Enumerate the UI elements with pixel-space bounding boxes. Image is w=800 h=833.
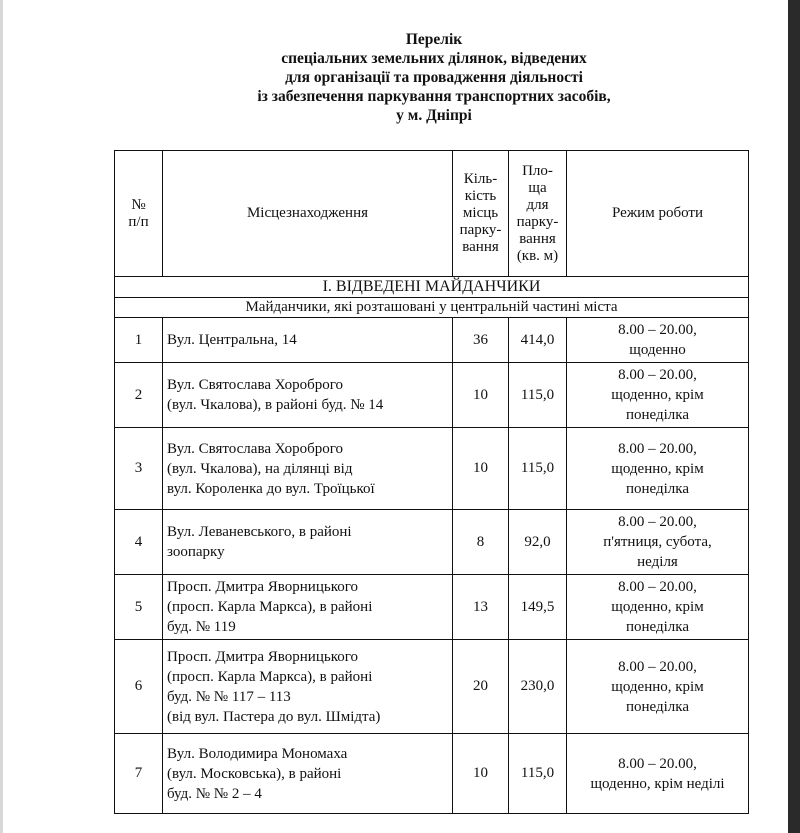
parking-table [114, 150, 749, 814]
title-line: Перелік [405, 31, 463, 48]
location-line: (від вул. Пастера до вул. Шмідта) [167, 708, 381, 725]
mode-line: 8.00 – 20.00, [618, 755, 697, 772]
col-header-num: № п/п [115, 151, 163, 277]
page-edge-right [788, 0, 800, 833]
row-number: 6 [115, 640, 163, 734]
col-header-mode: Режим роботи [567, 151, 749, 277]
row-location [163, 428, 453, 510]
mode-line: щоденно, крім [611, 599, 704, 615]
mode-line: 8.00 – 20.00, [618, 440, 697, 457]
location-line: (вул. Московська), в районі [167, 765, 342, 782]
mode-line: щоденно, крім [611, 678, 704, 695]
row-location [163, 734, 453, 814]
location-line: буд. № № 117 – 113 [167, 688, 291, 705]
mode-line: понеділка [625, 698, 690, 715]
mode-line: 8.00 – 20.00, [618, 658, 697, 675]
location-line: Вул. Центральна, 14 [167, 332, 297, 348]
section-title: I. ВІДВЕДЕНІ МАЙДАНЧИКИ [115, 277, 749, 298]
row-area: 230,0 [509, 640, 567, 734]
mode-line: щоденно, крім неділі [590, 775, 725, 792]
row-count: 20 [453, 640, 509, 734]
row-count: 36 [453, 318, 509, 363]
row-count: 13 [453, 575, 509, 640]
title-line: для організації та провадження діяльності [285, 69, 583, 86]
row-mode [567, 640, 749, 734]
row-count: 10 [453, 363, 509, 428]
mode-line: 8.00 – 20.00, [618, 514, 697, 530]
location-line: Просп. Дмитра Яворницького [167, 648, 359, 665]
subsection-title: Майданчики, які розташовані у центральній частині міста [115, 298, 749, 318]
mode-line: щоденно, крім [611, 387, 704, 403]
row-number: 2 [115, 363, 163, 428]
row-area: 115,0 [509, 428, 567, 510]
table-row [115, 428, 749, 510]
row-mode [567, 734, 749, 814]
location-line: Вул. Святослава Хороброго [167, 377, 344, 393]
title-line: спеціальних земельних ділянок, відведених [281, 50, 587, 67]
location-line: Вул. Леваневського, в районі [167, 524, 352, 540]
row-area: 414,0 [509, 318, 567, 363]
row-mode [567, 318, 749, 363]
mode-line: понеділка [625, 407, 690, 423]
row-number: 7 [115, 734, 163, 814]
location-line: буд. № № 2 – 4 [167, 785, 262, 802]
row-count: 10 [453, 428, 509, 510]
col-header-area: Пло- ща для парку- вання (кв. м) [509, 151, 567, 277]
row-area: 115,0 [509, 734, 567, 814]
table-row [115, 363, 749, 428]
table-header-row [115, 151, 749, 277]
row-mode [567, 428, 749, 510]
title-line: у м. Дніпрі [396, 107, 472, 124]
table-row [115, 734, 749, 814]
mode-line: неділя [637, 554, 678, 570]
mode-line: 8.00 – 20.00, [618, 367, 697, 383]
location-line: зоопарку [167, 544, 225, 560]
row-area: 92,0 [509, 510, 567, 575]
location-line: Просп. Дмитра Яворницького [167, 579, 359, 595]
row-area: 149,5 [509, 575, 567, 640]
subsection-row [115, 298, 749, 318]
mode-line: щоденно, крім [611, 460, 704, 477]
mode-line: 8.00 – 20.00, [618, 579, 697, 595]
table-row [115, 318, 749, 363]
location-line: буд. № 119 [167, 619, 236, 635]
row-location [163, 640, 453, 734]
location-line: (просп. Карла Маркса), в районі [167, 668, 373, 685]
row-mode [567, 510, 749, 575]
row-area: 115,0 [509, 363, 567, 428]
location-line: Вул. Святослава Хороброго [167, 440, 344, 457]
row-location [163, 510, 453, 575]
mode-line: понеділка [625, 619, 690, 635]
col-header-count: Кіль- кість місць парку- вання [453, 151, 509, 277]
location-line: (вул. Чкалова), в районі буд. № 14 [167, 397, 384, 413]
row-location [163, 363, 453, 428]
mode-line: п'ятниця, субота, [603, 534, 712, 550]
location-line: Вул. Володимира Мономаха [167, 745, 348, 762]
table-row [115, 510, 749, 575]
row-mode [567, 575, 749, 640]
col-header-location: Місцезнаходження [163, 151, 453, 277]
location-line: вул. Короленка до вул. Троїцької [167, 480, 375, 497]
row-location [163, 575, 453, 640]
row-number: 3 [115, 428, 163, 510]
row-count: 10 [453, 734, 509, 814]
page-edge-left [0, 0, 3, 833]
row-number: 1 [115, 318, 163, 363]
location-line: (вул. Чкалова), на ділянці від [167, 460, 353, 477]
mode-line: понеділка [625, 480, 690, 497]
row-number: 4 [115, 510, 163, 575]
row-location [163, 318, 453, 363]
mode-line: щоденно [629, 342, 686, 358]
table-row [115, 575, 749, 640]
table-row [115, 640, 749, 734]
row-mode [567, 363, 749, 428]
document-title [120, 30, 748, 125]
row-count: 8 [453, 510, 509, 575]
row-number: 5 [115, 575, 163, 640]
section-row [115, 277, 749, 298]
title-line: із забезпечення паркування транспортних засобів, [257, 88, 611, 105]
location-line: (просп. Карла Маркса), в районі [167, 599, 373, 615]
mode-line: 8.00 – 20.00, [618, 322, 697, 338]
